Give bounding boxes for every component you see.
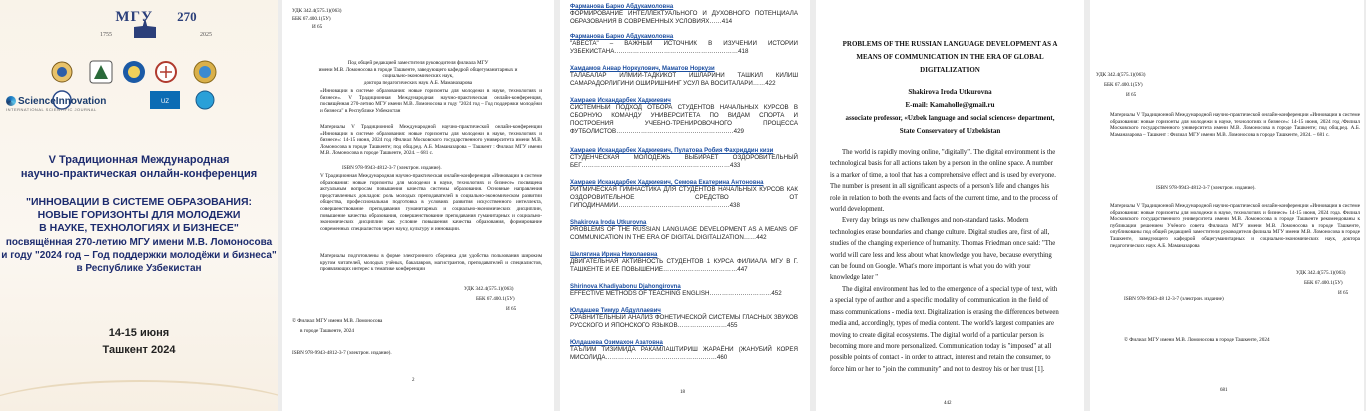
editor-line-2: имени М.В. Ломоносова в городе Ташкенте, заведующего кафедрой общегуманитарных и <box>318 66 518 73</box>
cover-page <box>0 0 278 411</box>
body-line: force him or her to "join the community" and not to destroy his or her trust [1]. <box>830 365 1045 373</box>
body-line: can be found on Google. What's more important is what you do with your <box>830 263 1031 271</box>
copyright-line-2: в городе Ташкенте, 2024 <box>300 328 354 334</box>
toc-entry[interactable] <box>570 220 798 242</box>
toc-title: ТАЪЛИМ ТИЗИМИДА РАКАМЛАШТИРИШ ЖАРАЁНИ (ЖАНУБИЙ КОРЕЯ МИСОЛИДА………………………………………………460 <box>570 346 798 361</box>
toc-author: Фарманова Барно Абдукамоловна <box>570 34 674 40</box>
body-line: is a marker of time, a tool that has a comprehensive effect and is used by everyone. <box>830 171 1056 179</box>
article-page <box>816 0 1084 411</box>
toc-author: Хамдамов Анвар Норкулович, Маматов Норкузи <box>570 66 715 72</box>
imprint-page <box>282 0 554 411</box>
body-line: knowledge later " <box>830 274 879 282</box>
article-affiliation-2: State Conservatory of Uzbekistan <box>899 127 1001 135</box>
back-para-2: Материалы V Традиционной Международной научно-практической онлайн-конференции «Инновации в системе образования: новые горизонты для молодежи в науке, технологиях и бизнесе» 14-15 июня, 2024 года. Филиал Московского государственного университета имени М.В. Ломоносова в городе Ташкенте рекомендованы к публикации решением Учёного совета Филиала МГУ имени М.В. Ломоносова в городе Ташкенте, опубликованы под общей редакцией заместителя руководителя филиала МГУ имени М.В. Ломоносова в городе Ташкенте, заведующего кафедрой общегуманитарных и социально-экономических наук, доктора педагогических наук А.Б. Маманазарова <box>1110 203 1360 249</box>
page-number: 442 <box>944 401 952 406</box>
toc-author: Хамраев Искандарбек Хаджиевич, Семова Екатерина Антоновна <box>570 180 764 186</box>
toc-title: СРАВНИТЕЛЬНЫЙ АНАЛИЗ ФОНЕТИЧЕСКОЙ СИСТЕМЫ ГЛАСНЫХ ЗВУКОВ РУССКОГО И ЯПОНСКОГО ЯЗЫКОВ……………………455 <box>570 314 798 329</box>
back-imprint-page <box>1090 0 1364 411</box>
conference-city: Ташкент 2024 <box>102 344 176 356</box>
main-title-line-3: В НАУКЕ, ТЕХНОЛОГИЯХ И БИЗНЕСЕ" <box>39 222 239 234</box>
isbn: ISBN 978-9943-48 12-3-7 (электрон. издание) <box>1124 296 1224 302</box>
science-innovation-icon <box>6 96 16 106</box>
toc-author: Shirinova Khadiyabonu Djahongirovna <box>570 284 681 290</box>
decorative-curve <box>0 380 278 411</box>
logo-anniversary: 270 <box>177 9 197 24</box>
main-title-line-1: "ИННОВАЦИИ В СИСТЕМЕ ОБРАЗОВАНИЯ: <box>25 196 253 208</box>
toc-entry[interactable] <box>570 308 798 330</box>
toc-entry[interactable] <box>570 66 798 88</box>
editor-block <box>302 60 534 86</box>
copyright: © Филиал МГУ имени М.В. Ломоносова в городе Ташкенте, 2024 <box>1124 337 1270 343</box>
body-line: possible points of contact - in order to attract, interest and retain the consumer, to <box>830 354 1051 362</box>
toc-title: РИТМИЧЕСКАЯ ГИМНАСТИКА ДЛЯ СТУДЕНТОВ НАЧАЛЬНЫХ КУРСОВ КАК ОЗДОРОВИТЕЛЬНОЕ СРЕДСТВО ОТ ГИПОДИНАМИИ………………………………………………438 <box>570 186 798 209</box>
page-number: 2 <box>412 378 415 383</box>
back-para-1: Материалы V Традиционной Международной научно-практической онлайн-конференции «Инновации в системе образования: новые горизонты для молодежи в науке, технологиях и бизнесе»: 14-15 июня, 2024 год /Филиал Московского государственного университета имени М.В. Ломоносова в городе Ташкенте; под общ.ред. А.Б. Маманазарова – Ташкент : Филиал МГУ имени М.В. Ломоносова в городе Ташкенте, 2024. – 681 с. <box>1110 112 1360 138</box>
bbk-code-2: ББК 67.400.1(5У) <box>1304 280 1343 286</box>
index-code: И 65 <box>312 24 323 30</box>
udk-code-2: УДК 342.4(575.1)(063) <box>1296 270 1346 276</box>
emblem-8-icon <box>196 91 214 109</box>
science-innovation-subtitle: INTERNATIONAL SCIENTIFIC JOURNAL <box>6 107 97 112</box>
dedication-line-1: посвящённая 270-летию МГУ имени М.В. Ломоносова <box>5 237 273 248</box>
udk-code-2: УДК 342.4(575.1)(063) <box>464 286 514 292</box>
body-line: moving to create digital ecosystems. The digital world of a particular person is <box>830 331 1044 339</box>
toc-title: СТУДЕНЧЕСКАЯ МОЛОДЁЖЬ ВЫБИРАЕТ ОЗДОРОВИТЕЛЬНЫЙ БЕГ………………………………………………………………433 <box>570 154 798 169</box>
article-affiliation-1: associate professor, «Uzbek language and social sciences» department, <box>845 114 1055 122</box>
imprint-para-4: Материалы подготовлены в форме электронного сборника для удобства пользования широким кругом читателей, молодых учёных, бакалавров, магистрантов, преподавателей и специалистов, проявляющих интерес к тематике конференции <box>320 253 542 273</box>
toc-entry[interactable] <box>570 4 798 26</box>
editor-line-3: социально-экономических наук, <box>382 73 454 80</box>
toc-title: PROBLEMS OF THE RUSSIAN LANGUAGE DEVELOPMENT AS A MEANS OF COMMUNICATION IN THE ERA OF DIGITAL DIGITALIZATION……442 <box>570 226 798 241</box>
imprint-isbn-inline: ISBN 978-9943-4812-3-7 (электрон. издание). <box>342 165 442 171</box>
body-line: Every day brings us new challenges and non-standard tasks. Modern <box>842 217 1029 225</box>
toc-author: Shakirova Iroda Utkurovna <box>570 220 647 226</box>
page-number: 18 <box>680 390 685 395</box>
editor-line-4: доктора педагогических наук А.Б. Маманазарова <box>363 79 473 86</box>
toc-title: СИСТЕМНЫЙ ПОДХОД ОТБОРА СТУДЕНТОВ НАЧАЛЬНЫХ КУРСОВ В СБОРНУЮ КОМАНДУ УНИВЕРСИТЕТА ПО ВИДАМ СПОРТА И ПОСТРОЕНИЯ УЧЕБНО-ТРЕНИРОВОЧНОГО ПРОЦЕССА ФУТБОЛИСТОВ…………………………………………………429 <box>570 104 798 135</box>
logo-year-end: 2025 <box>200 32 212 38</box>
bbk-code-2: ББК 67.400.1(5У) <box>476 296 515 302</box>
body-line: world development. <box>830 206 885 214</box>
bbk-code: ББК 67.400.1(5У) <box>1104 82 1143 88</box>
conference-heading <box>0 153 278 181</box>
toc-author: Шелягина Ирина Николаевна <box>570 252 658 258</box>
body-line: The world is rapidly moving online, "digitally". The digital environment is the <box>842 149 1056 156</box>
index-code-2: И 65 <box>506 306 517 312</box>
article-title-line-2: MEANS OF COMMUNICATION IN THE ERA OF GLOBAL <box>856 53 1044 61</box>
udk-code: УДК 342.4(575.1)(063) <box>1096 72 1146 78</box>
logo-year-start: 1755 <box>100 32 112 38</box>
toc-entry[interactable] <box>570 180 798 210</box>
body-line: technological basis for all actions taken by a person in the online space. A number <box>830 160 1053 168</box>
editor-line-1: Под общей редакцией заместителя руководителя филиала МГУ <box>347 60 489 66</box>
conference-line-1: V Традиционная Международная <box>48 154 230 166</box>
science-innovation-logo <box>6 96 106 112</box>
imprint-para-3: V Традиционная Международная научно-практическая онлайн-конференция «Инновации в системе образования: новые горизонты для молодежи в науке, технологиях и бизнесе» посвящена актуальным вопросам повышения качества системы образования. Основные направления представленных докладов: роль молодых преподавателей в социально-экономическом развитии общества, профессиональная подготовка в условиях развития искусственного интеллекта, совершенствование преподавания гуманитарных и социально-экономических дисциплин, повышение качества образования, совершенствование преподавания гуманитарных и социально-экономических дисциплин как условие повышения качества образования, формирование современных специалистов через науку, культуру и инновации. <box>320 173 542 232</box>
dedication-line-3: в Республике Узбекистан <box>76 263 202 274</box>
toc-title: ФОРМИРОВАНИЕ ИНТЕЛЛЕКТУАЛЬНОГО И ДУХОВНОГО ПОТЕНЦИАЛА ОБРАЗОВАНИЯ В СОВРЕМЕННЫХ УСЛОВИЯХ……414 <box>570 10 798 25</box>
body-line: a special type of author and a specific modality of communication in the field of <box>830 297 1049 305</box>
toc-title: ТАЛАБАЛАР ИЛМИЙ-ТАДКИКОТ ИШЛАРИНИ ТАШКИЛ КИЛИШ САМАРАДОРЛИГИНИ ОШИРИШНИНГ УСУЛ ВА ВОСИТАЛАРИ……422 <box>570 72 798 87</box>
page-number: 681 <box>1220 388 1228 393</box>
toc-entry[interactable] <box>570 284 798 298</box>
science-innovation-text: ScienceInnovation <box>18 96 107 107</box>
msu-270-logo <box>96 8 216 44</box>
logo-mgu-text: МГУ <box>115 9 154 25</box>
body-line: media and, accordingly, types of media content. The world's largest companies are <box>830 320 1055 328</box>
toc-entry[interactable] <box>570 148 798 170</box>
toc-author: Хамраев Искандарбек Хаджиевич, Пулатова Робия Фахриддин кизи <box>570 148 774 154</box>
body-line: The number is present in all significant aspects of a person's life and changes his <box>830 183 1050 191</box>
body-line: becoming more and more personalized. Communication today is "imposed" at all <box>830 342 1052 350</box>
toc-entry[interactable] <box>570 98 798 136</box>
article-title-line-3: DIGITALIZATION <box>920 66 980 74</box>
contents-page <box>560 0 810 411</box>
imprint-para-1: «Инновации в системе образования: новые горизонты для молодежи в науке, технологиях и бизнесе». V Традиционная Международная научно-практическая онлайн-конференция, посвящённая 270-летию МГУ имени М.В. Ломоносова и году "2024 год – Год поддержки молодёжи и бизнеса" в Республике Узбекистан <box>320 88 542 114</box>
toc-title: "АВЕСТА" – ВАЖНЫЙ ИСТОЧНИК В ИЗУЧЕНИИ ИСТОРИИ УЗБЕКИСТАНА……………………………………………………418 <box>570 40 798 55</box>
toc-author: Хамраев Искандарбек Хаджиевич <box>570 98 671 104</box>
isbn: ISBN 978-9943-4812-3-7 (электрон. издание). <box>292 350 392 356</box>
toc-title: ДВИГАТЕЛЬНАЯ АКТИВНОСТЬ СТУДЕНТОВ 1 КУРСА ФИЛИАЛА МГУ В Г. ТАШКЕНТЕ И ЕЕ ПОВЫШЕНИЕ………………………………447 <box>570 258 798 273</box>
bbk-code: ББК 67.400.1(5У) <box>292 16 331 22</box>
conference-dedication <box>0 236 278 275</box>
emblem-1-center-icon <box>57 67 67 77</box>
body-line: technologies erase boundaries and change culture. Digital studies are, first of all, <box>830 228 1050 236</box>
svg-text:UZ: UZ <box>161 99 169 105</box>
copyright-line-1: © Филиал МГУ имени М.В. Ломоносова <box>292 318 383 324</box>
article-email: E-mail: Kamaholle@gmail.ru <box>905 101 995 109</box>
body-line: mass communications - media text. Digitalization is erasing the differences between <box>830 308 1059 316</box>
toc-entry[interactable] <box>570 34 798 56</box>
toc-entry[interactable] <box>570 252 798 274</box>
main-title-line-2: НОВЫЕ ГОРИЗОНТЫ ДЛЯ МОЛОДЕЖИ <box>37 209 241 221</box>
toc-author: Юлдашев Тимур Абдуллаевич <box>570 308 661 314</box>
toc-entry[interactable] <box>570 340 798 362</box>
conference-date: 14-15 июня <box>108 327 170 339</box>
body-line: world will care less and less about what knowledge you have, because everything <box>830 251 1052 259</box>
back-isbn-inline: ISBN 978-9943-4812-3-7 (электрон. издание). <box>1156 185 1256 191</box>
udk-code: УДК 342.4(575.1)(063) <box>292 8 342 14</box>
article-author: Shakirova Iroda Utkurovna <box>908 88 992 96</box>
dedication-line-2: и году "2024 год – Год поддержки молодёжи и бизнеса" <box>1 250 277 261</box>
toc-author: Фарманова Барно Абдукамоловна <box>570 4 674 10</box>
body-line: The digital environment has led to the emergence of a special type of text, with <box>842 285 1058 293</box>
toc-author: Юлдашева Озимахон Азатовна <box>570 340 663 346</box>
conference-line-2: научно-практическая онлайн-конференция <box>20 168 258 180</box>
toc-title: EFFECTIVE METHODS OF TEACHING ENGLISH…………………………452 <box>570 290 782 297</box>
conference-main-title <box>0 196 278 235</box>
index-code-2: И 65 <box>1338 290 1349 296</box>
body-line: role in relation to both the events and facts of the current time, and to the process of <box>830 194 1058 202</box>
index-code: И 65 <box>1126 92 1137 98</box>
article-body <box>830 147 1074 375</box>
imprint-para-2: Материалы V Традиционной Международной научно-практической онлайн-конференции «Инновации в системе образования: новые горизонты для молодежи в науке, технологиях и бизнесе»: 14-15 июня, 2024 год /Филиал Московского государственного университета имени М.В. Ломоносова в городе Ташкенте; под общ.ред. А.Б. Маманазарова – Ташкент : Филиал МГУ имени М.В. Ломоносова в городе Ташкенте, 2024. – 681 с. <box>320 124 542 157</box>
article-title-line-1: PROBLEMS OF THE RUSSIAN LANGUAGE DEVELOPMENT AS A <box>842 40 1058 48</box>
body-line: studies of the changing experience of humanity. Thomas Friedman once said: "The <box>830 240 1056 248</box>
